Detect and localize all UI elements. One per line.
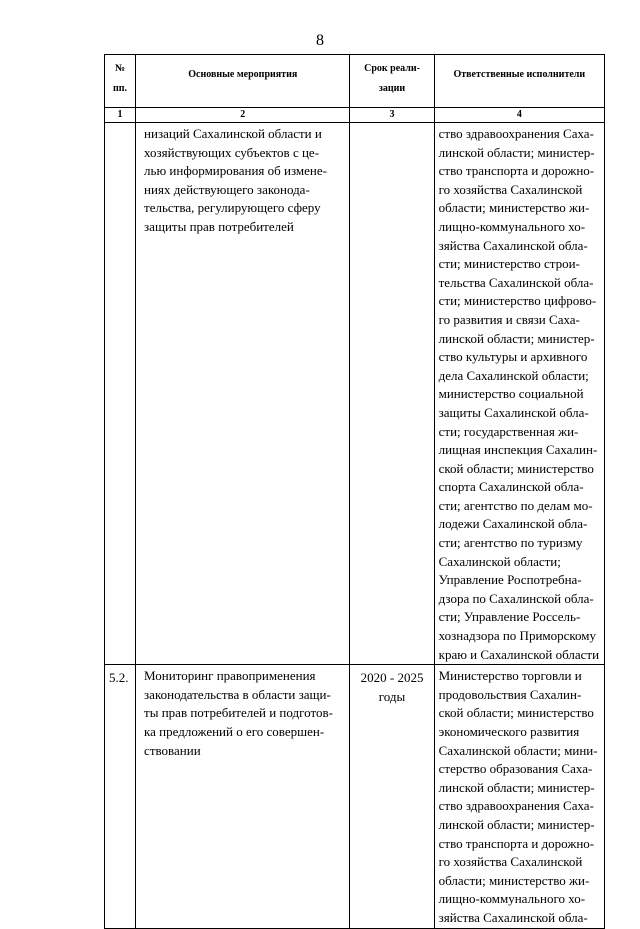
- header-term-line: зации: [378, 83, 406, 94]
- text-line: стерство образования Саха-: [438, 761, 593, 777]
- header-num-line: пп.: [113, 83, 128, 94]
- text-line: линской области; министер-: [438, 779, 595, 795]
- header-term: [350, 55, 434, 108]
- text-line: ство транспорта и дорожно-: [438, 835, 595, 851]
- measures-table: [104, 54, 605, 929]
- row-activity: [136, 123, 350, 665]
- text-line: низаций Сахалинской области и: [144, 126, 322, 141]
- header-activities: Основные мероприятия: [136, 55, 350, 108]
- text-line: дела Сахалинской области;: [438, 367, 589, 383]
- text-line: защиты Сахалинской обла-: [438, 404, 589, 420]
- text-line: сти; агентство по делам мо-: [438, 497, 593, 513]
- text-line: сти; министерство цифрово-: [438, 293, 597, 309]
- header-num: [105, 55, 136, 108]
- text-line: Сахалинской области; мини-: [438, 742, 598, 758]
- text-line: ской области; министерство: [438, 460, 594, 476]
- text-line: ка предложений о его совершен-: [144, 724, 325, 739]
- text-line: ниях действующего законода-: [144, 181, 310, 197]
- text-line: лодежи Сахалинской обла-: [438, 516, 588, 532]
- row-number: 5.2.: [105, 665, 136, 928]
- row-responsible: [434, 665, 604, 928]
- text-line: краю и Сахалинской области: [438, 646, 600, 662]
- header-term-line: Срок реали-: [364, 63, 420, 74]
- column-number: 4: [434, 108, 604, 123]
- page-number: 8: [316, 32, 324, 49]
- text-line: линской области; министер-: [438, 330, 595, 346]
- text-line: линской области; министер-: [438, 144, 595, 160]
- row-term: [350, 123, 434, 665]
- text-line: лью информирования об измене-: [144, 163, 327, 179]
- text-line: линской области; министер-: [438, 816, 595, 832]
- text-line: го хозяйства Сахалинской: [438, 854, 583, 870]
- text-line: ство здравоохранения Саха-: [438, 126, 594, 141]
- row-term: [350, 665, 434, 928]
- table-row: [105, 123, 605, 665]
- text-line: законодательства в области защи-: [144, 686, 331, 702]
- text-line: Мониторинг правоприменения: [144, 668, 316, 684]
- table-row: [105, 665, 605, 928]
- text-line: тельства, регулирующего сферу: [144, 200, 321, 216]
- text-line: сти; Управление Россель-: [438, 609, 581, 625]
- column-number: 3: [350, 108, 434, 123]
- text-line: сти; государственная жи-: [438, 423, 579, 439]
- column-numbers-row: [105, 108, 605, 123]
- text-line: Управление Роспотребна-: [438, 572, 582, 588]
- text-line: хозяйствующих субъектов с це-: [144, 144, 320, 160]
- text-line: области; министерство жи-: [438, 200, 590, 216]
- text-line: го развития и связи Саха-: [438, 311, 580, 327]
- text-line: ской области; министерство: [438, 705, 594, 721]
- text-line: ство транспорта и дорожно-: [438, 163, 595, 179]
- header-num-line: №: [114, 63, 126, 74]
- text-line: зяйства Сахалинской обла-: [438, 909, 588, 925]
- text-line: продовольствия Сахалин-: [438, 686, 582, 702]
- text-line: хознадзора по Приморскому: [438, 628, 597, 644]
- text-line: министерство социальной: [438, 386, 584, 402]
- text-line: ты прав потребителей и подготов-: [144, 705, 333, 721]
- header-responsible: Ответственные исполнители: [434, 55, 604, 108]
- text-line: сти; министерство строи-: [438, 256, 580, 272]
- text-line: Сахалинской области;: [438, 553, 561, 569]
- row-activity: [136, 665, 350, 928]
- text-line: защиты прав потребителей: [144, 218, 294, 234]
- column-number: 1: [105, 108, 136, 123]
- text-line: 2020 - 2025: [360, 670, 424, 686]
- text-line: лищно-коммунального хо-: [438, 891, 586, 907]
- text-line: тельства Сахалинской обла-: [438, 274, 594, 290]
- row-responsible: [434, 123, 604, 665]
- row-number: [105, 123, 136, 665]
- text-line: годы: [378, 688, 406, 704]
- text-line: ство культуры и архивного: [438, 349, 588, 365]
- text-line: лищно-коммунального хо-: [438, 218, 586, 234]
- column-number: 2: [136, 108, 350, 123]
- text-line: го хозяйства Сахалинской: [438, 181, 583, 197]
- text-line: экономического развития: [438, 724, 580, 739]
- text-line: сти; агентство по туризму: [438, 535, 583, 551]
- text-line: дзора по Сахалинской обла-: [438, 590, 594, 606]
- text-line: спорта Сахалинской обла-: [438, 479, 584, 495]
- text-line: ство здравоохранения Саха-: [438, 798, 594, 814]
- table-header-row: [105, 55, 605, 108]
- text-line: лищная инспекция Сахалин-: [438, 442, 598, 458]
- text-line: Министерство торговли и: [438, 668, 582, 684]
- text-line: зяйства Сахалинской обла-: [438, 237, 588, 253]
- text-line: области; министерство жи-: [438, 872, 590, 888]
- text-line: ствовании: [144, 742, 201, 758]
